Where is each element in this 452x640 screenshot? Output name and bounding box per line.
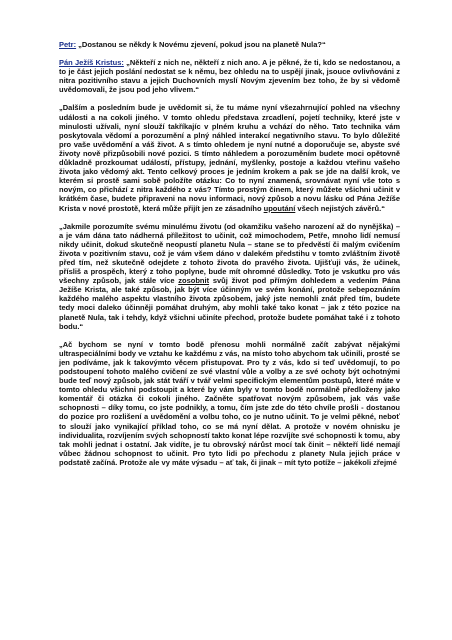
paragraph-mirroring [59, 103, 400, 212]
paragraph-text: „Jakmile porozumíte svému minulému životu (od okamžiku vašeho narození až do nynějška) – a je vám dána tato nádherná příležitost to učinit, což mimochodem, Petře, mnoho lidí nemusí nikdy učinit, dokud skutečně neopustí planetu Nula – stane se to předvěstí či malým cvičením života v pozitivním stavu, což je vám všem dáno v dalekém předstihu v tomto zvláštním životě před tím, než skutečně odejdete z tohoto života do pravého života. Ujišťuji vás, že učinek, přísliš a prospěch, který z toho poplyne, bude mít ohromné důsledky. Toto je vskutku pro vás všechny způsob, jak stále více [59, 221, 400, 286]
paragraph-text-end: všech nejistých závěrů.“ [295, 203, 385, 213]
document-page [59, 40, 400, 476]
paragraph-text-end: svůj život pod přímým dohledem a vedením Pána Ježíše Krista, ale také způsob, jak být více účinným ve svém konání, protože sebepoznáním každého malého aspektu vlastního života způsobem, jaký jste nemohli znát před tím, budete tedy moci daleko účinněji pomáhat druhým, aby mohli také tako konat – jak z této pozice na planetě Nula, tak i tehdy, když všichni učiníte přechod, protože budete pomáhat také i z tohoto bodu.“ [59, 276, 400, 331]
paragraph-text: „Dalším a posledním bude je uvědomit si, že tu máme nyní všezahrnující pohled na všechny události a na cokoli jiného. V tomto ohledu představa zrcadlení, pojetí techniky, které jste v minulosti užívali, nyní slouží takříkajíc v plném kruhu a vchází do něho. Tato technika vám poskytovala vědomí a porozumění a plný náhled interakcí negativního stavu. To bylo důležité pro vaše uvědomění a váš život. A s tímto ohledem je nyní nutné a doporučuje se, abyste své životy nově přizpůsobili nové pozici. S tímto náhledem a porozuměním budete moci opětovně důkladně prozkoumat událostí, přístupy, jednání, myšlenky, postoje a každou vteřinu vašeho života jako vědomý akt. Tento celkový proces je jedním krokem a pak se jde na další krok, ve kterém si prostě sami sobě položíte otázku: Co to nyní znamená, srovnávat nyní vše toto s novým, co přichází z nitra každého z vás? Tímto prostým činem, který můžete všichni učinit v krátkém čase, budete připraveni na novu informaci, nový způsob a novu lásku od Pána Ježíše Krista v nové prostotě, která může přijít jen ze zásadního [59, 103, 400, 213]
paragraph-text: „Dostanou se někdy k Novému zjevení, pokud jsou na planetě Nula?“ [76, 40, 326, 49]
speaker-label: Pán Ježíš Kristus: [59, 58, 124, 68]
paragraph-text: „Někteří z nich ne, někteří z nich ano. A je pěkné, že ti, kdo se nedostanou, a to je část jejich poslání nedostat se k němu, bez ohledu na to uspějí jinak, jsouce ovlivňováni z nitra pozitivního stavu a jejich Duchovních myslí Novým zjevením bez toho, že by si vědomě uvědomovali, že jsou pod jeho vlivem.“ [59, 58, 401, 95]
underlined-word: zosobnit [178, 276, 210, 286]
speaker-label: Petr: [59, 40, 77, 49]
paragraph-transmission [59, 340, 400, 467]
underlined-word: upoutání [263, 203, 296, 213]
paragraph-text: „Ač bychom se nyní v tomto bodě přenosu mohli normálně začít zabývat nějakými ultraspeciálními body ve vztahu ke každému z vás, na místo toho abychom tak učinili, prosté se jen podíváme, jak k takovýmto věcem přistupovat. Pro ty z vás, kdo si teď uvědomují, to po podstoupení tohoto malého cvičení ze své vlastní vůle a volby a ze své ochoty být ochotnými bude teď nový způsob, jak stát tváří v tvář velmi specifickým elementům postupů, které máte v tomto ohledu všichni podstoupit a které by vám byly v tomto bodě normálně předloženy jako komentář či otázka či cokoli jiného. Začněte spatřovat novým způsobem, jak vás vaše schopnosti – díky tomu, co jste podnikly, a tomu, čím jste zde do této chvíle prošli - dostanou do pozice pro rozlišení a uvědomění a volbu toho, co je nutno učinit. To je velmi pěkné, neboť to slouží jako vynikající příklad toho, co se má nyní dělat. A protože v novém ohnisku je individualita, rozvíjením svých schopností takto konat lépe rozvíjíte své schopnosti k tomu, aby tak mohli jednat i ostatní. Jak vidíte, je tu obrovský nárůst mocí tak činit – někteří lidé nemají vůbec žádnou schopnost to učinit. Pro tyto lidi po přechodu z planety Nula jejich práce v podstatě začíná. Protože ale vy máte výsadu – ať tak, či jinak – mít tyto potíže – jakékoli zřejmé [59, 339, 400, 467]
paragraph-past-life [59, 222, 400, 331]
paragraph-petr-question [59, 40, 400, 49]
paragraph-jesus-answer [59, 58, 400, 94]
